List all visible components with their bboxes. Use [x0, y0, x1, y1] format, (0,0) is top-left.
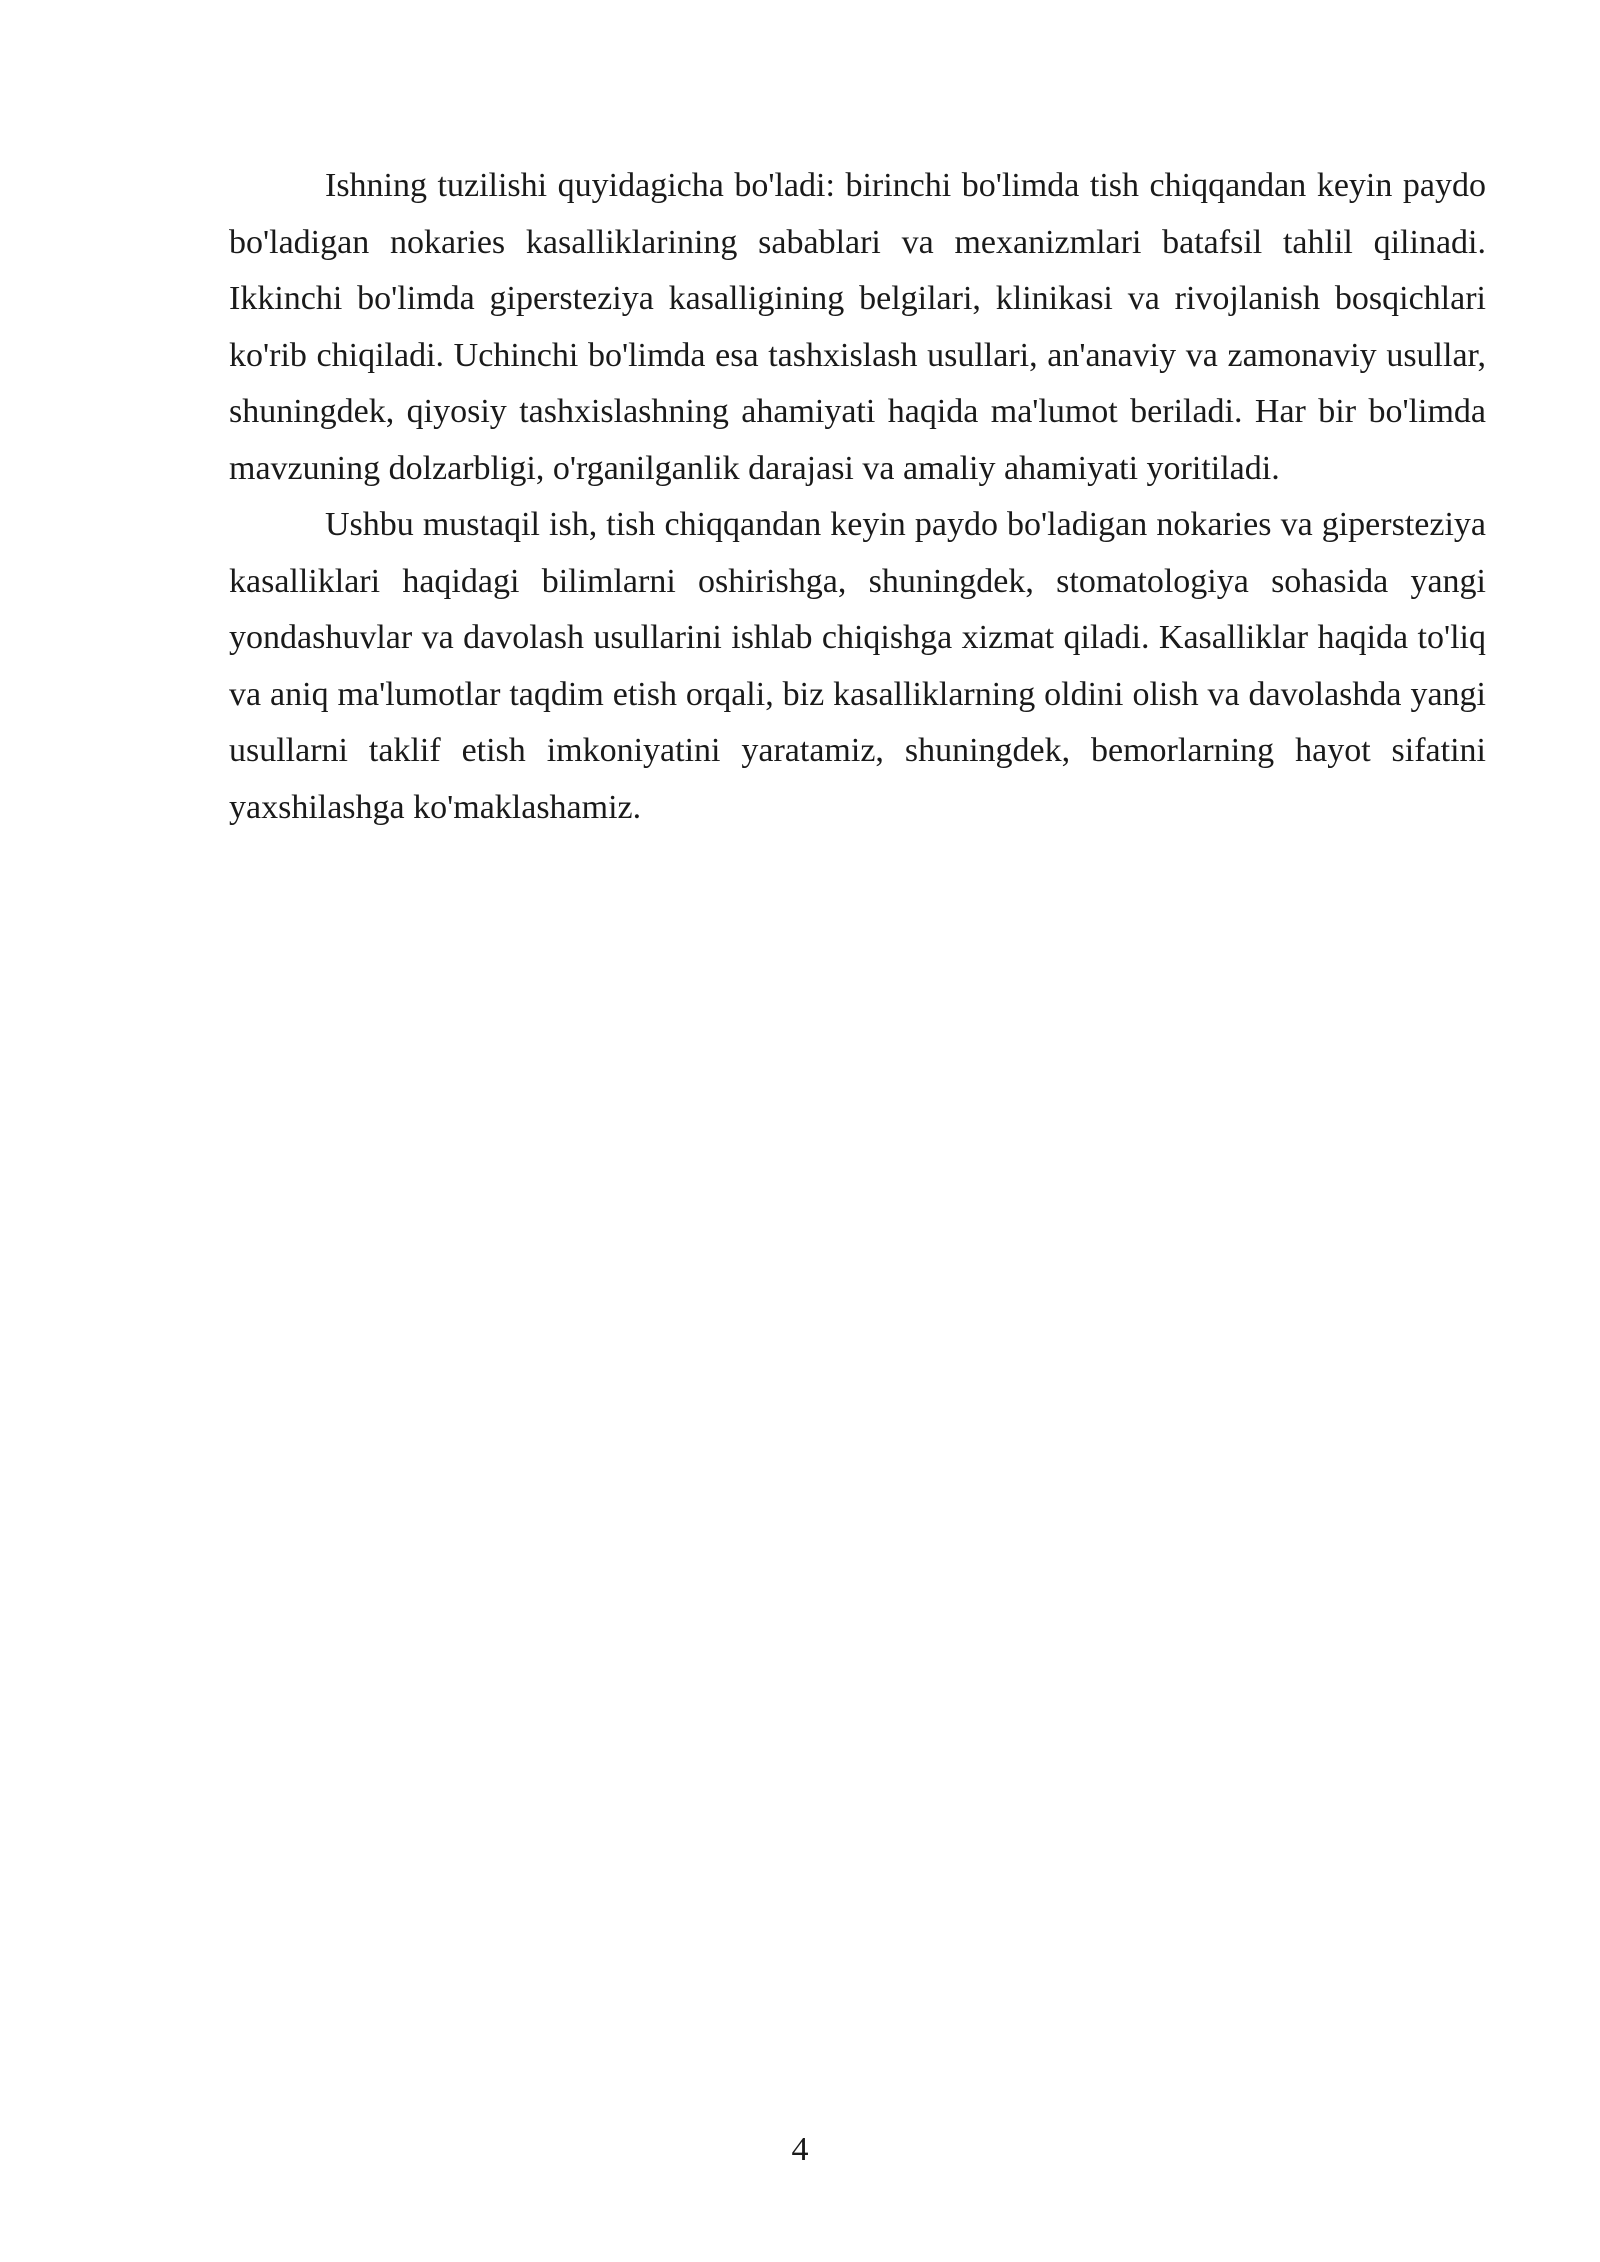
paragraph-purpose: Ushbu mustaqil ish, tish chiqqandan keyin paydo bo'ladigan nokaries va gipersteziya kasalliklari haqidagi bilimlarni oshirishga, shuningdek, stomatologiya sohasida yangi yondashuvlar va davolash usullarini ishlab chiqishga xizmat qiladi. Kasalliklar haqida to'liq va aniq ma'lumotlar taqdim etish orqali, biz kasalliklarning oldini olish va davolashda yangi usullarni taklif etish imkoniyatini yaratamiz, shuningdek, bemorlarning hayot sifatini yaxshilashga ko'maklashamiz.: [229, 506, 1486, 826]
document-body: [229, 158, 1486, 836]
page-number: 4: [791, 2131, 809, 2168]
paragraph-structure: Ishning tuzilishi quyidagicha bo'ladi: birinchi bo'limda tish chiqqandan keyin paydo bo'ladigan nokaries kasalliklarining sabablari va mexanizmlari batafsil tahlil qilinadi. Ikkinchi bo'limda gipersteziya kasalligining belgilari, klinikasi va rivojlanish bosqichlari ko'rib chiqiladi. Uchinchi bo'limda esa tashxislash usullari, an'anaviy va zamonaviy usullar, shuningdek, qiyosiy tashxislashning ahamiyati haqida ma'lumot beriladi. Har bir bo'limda mavzuning dolzarbligi, o'rganilganlik darajasi va amaliy ahamiyati yoritiladi.: [229, 167, 1486, 487]
